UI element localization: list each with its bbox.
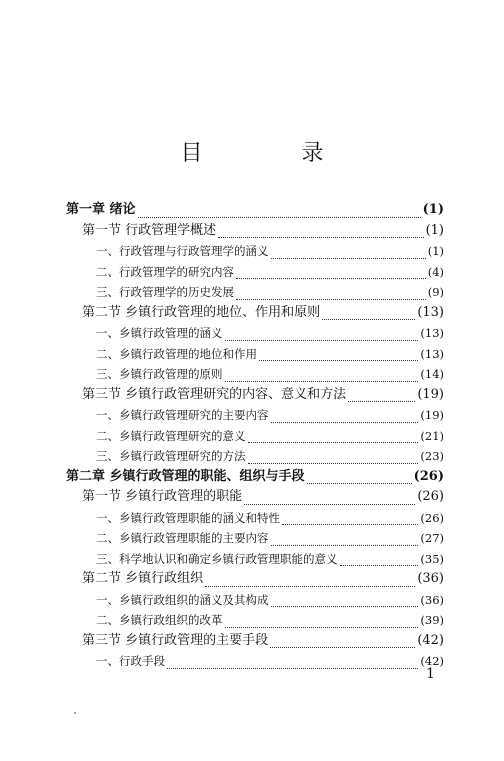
- toc-entry-page: (9): [427, 285, 444, 299]
- leader-dots: [248, 451, 419, 464]
- toc-entry-label: 二、乡镇行政组织的改革: [96, 613, 223, 627]
- toc-section-row: [82, 631, 444, 651]
- toc-entry-label: 一、乡镇行政组织的涵义及其构成: [96, 592, 269, 607]
- toc-entry-label: 第二节 乡镇行政管理的地位、作用和原则: [82, 304, 321, 320]
- leader-dots: [236, 287, 426, 300]
- toc-entry-page: (39): [420, 613, 444, 627]
- toc-subsection-row: [96, 405, 444, 425]
- toc-subsection-row: [96, 241, 444, 261]
- toc-entry-label: 第二节 乡镇行政组织: [82, 571, 204, 586]
- toc-section-row: [82, 569, 444, 589]
- toc-entry-label: 三、科学地认识和确定乡镇行政管理职能的意义: [96, 551, 338, 566]
- toc-entry-page: (13): [417, 304, 444, 320]
- toc-entry-page: (14): [420, 367, 444, 381]
- toc-entry-page: (1): [427, 244, 444, 258]
- toc-entry-label: 一、乡镇行政管理的涵义: [96, 326, 223, 340]
- toc-entry-page: (26): [417, 489, 444, 504]
- toc-entry-label: 第一节 乡镇行政管理的职能: [82, 489, 243, 504]
- toc-subsection-row: [96, 323, 444, 343]
- toc-entry-label: 二、乡镇行政管理的地位和作用: [96, 346, 257, 361]
- toc-entry-label: 第三节 乡镇行政管理的主要手段: [82, 632, 269, 648]
- leader-dots: [282, 512, 418, 525]
- toc-subsection-row: [96, 528, 444, 548]
- toc-subsection-row: [96, 262, 444, 282]
- leader-dots: [271, 533, 419, 546]
- toc-entry-label: 二、行政管理学的研究内容: [96, 264, 234, 279]
- leader-dots: [138, 205, 421, 218]
- toc-subsection-row: [96, 446, 444, 466]
- toc-subsection-row: [96, 282, 444, 302]
- toc-subsection-row: [96, 344, 444, 364]
- toc-entry-label: 第一章 绪论: [66, 202, 136, 217]
- scan-speck: [74, 712, 76, 714]
- toc-entry-page: (13): [420, 346, 444, 361]
- toc-entry-label: 第一节 行政管理学概述: [82, 222, 217, 238]
- leader-dots: [205, 574, 415, 587]
- leader-dots: [340, 553, 419, 566]
- toc-entry-page: (42): [417, 632, 444, 648]
- toc-entry-page: (26): [413, 468, 444, 484]
- toc-entry-page: (1): [422, 202, 444, 217]
- toc-entry-page: (23): [420, 449, 444, 463]
- leader-dots: [270, 635, 415, 648]
- toc-entry-label: 二、乡镇行政管理研究的意义: [96, 428, 246, 443]
- leader-dots: [271, 246, 426, 259]
- toc-entry-label: 三、行政管理学的历史发展: [96, 285, 234, 299]
- toc-entry-page: (36): [420, 592, 444, 607]
- toc-entry-page: (19): [417, 386, 444, 402]
- leader-dots: [225, 328, 419, 341]
- toc-entry-page: (4): [427, 264, 444, 279]
- toc-subsection-row: [96, 549, 444, 569]
- toc-entry-page: (27): [420, 531, 444, 545]
- toc-chapter-row: [66, 200, 444, 220]
- leader-dots: [259, 348, 418, 361]
- toc-entry-page: (13): [420, 326, 444, 340]
- leader-dots: [307, 471, 412, 484]
- page-title: 目 录: [180, 141, 370, 166]
- toc-section-row: [82, 221, 444, 241]
- toc-section-row: [82, 385, 444, 405]
- toc-section-row: [82, 487, 444, 507]
- toc-entry-label: 一、行政管理与行政管理学的涵义: [96, 244, 269, 258]
- page-number: 1: [426, 666, 435, 682]
- toc-entry-page: (36): [417, 571, 444, 586]
- leader-dots: [167, 656, 418, 669]
- toc-entry-label: 二、乡镇行政管理职能的主要内容: [96, 531, 269, 545]
- leader-dots: [225, 615, 419, 628]
- toc-subsection-row: [96, 426, 444, 446]
- toc-entry-page: (42): [420, 654, 444, 668]
- leader-dots: [271, 410, 419, 423]
- toc-subsection-row: [96, 610, 444, 630]
- leader-dots: [271, 594, 419, 607]
- toc-entry-label: 三、乡镇行政管理的原则: [96, 367, 223, 381]
- toc-subsection-row: [96, 590, 444, 610]
- toc-subsection-row: [96, 364, 444, 384]
- toc-entry-page: (35): [420, 551, 444, 566]
- toc-entry-page: (19): [420, 408, 444, 422]
- leader-dots: [236, 266, 426, 279]
- toc-entry-label: 一、行政手段: [96, 654, 165, 668]
- toc-entry-page: (26): [420, 510, 444, 525]
- toc-entry-label: 第二章 乡镇行政管理的职能、组织与手段: [66, 468, 305, 484]
- leader-dots: [218, 225, 423, 238]
- toc-entry-label: 一、乡镇行政管理研究的主要内容: [96, 408, 269, 422]
- toc-entry-page: (21): [420, 428, 444, 443]
- toc-section-row: [82, 303, 444, 323]
- toc-entry-label: 第三节 乡镇行政管理研究的内容、意义和方法: [82, 386, 347, 402]
- toc-chapter-row: [66, 467, 444, 487]
- toc-subsection-row: [96, 508, 444, 528]
- toc-entry-label: 一、乡镇行政管理职能的涵义和特性: [96, 510, 280, 525]
- leader-dots: [348, 389, 415, 402]
- toc-entry-page: (1): [425, 222, 444, 238]
- leader-dots: [248, 430, 419, 443]
- leader-dots: [244, 492, 415, 505]
- leader-dots: [322, 307, 415, 320]
- leader-dots: [225, 369, 419, 382]
- toc-entry-label: 三、乡镇行政管理研究的方法: [96, 449, 246, 463]
- toc-subsection-row: [96, 651, 444, 671]
